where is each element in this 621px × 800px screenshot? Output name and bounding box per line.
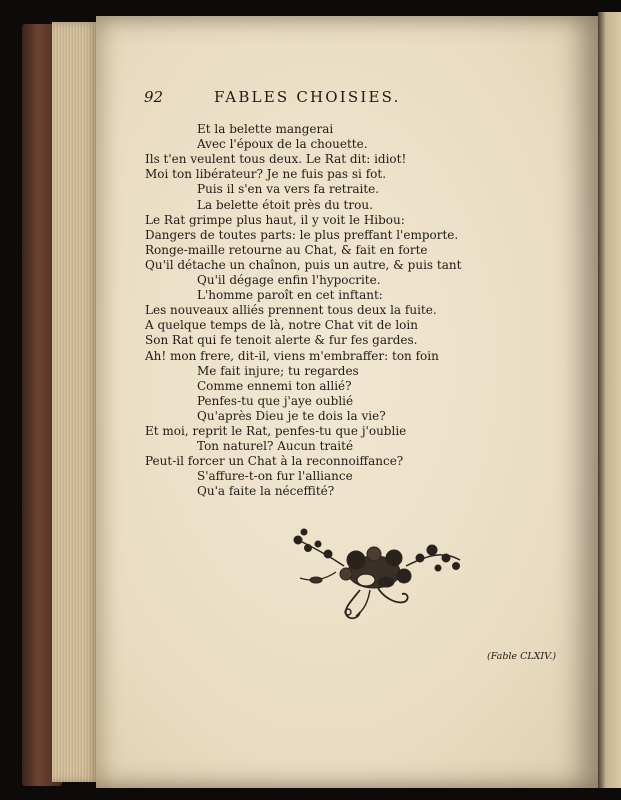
verse-line: Ton naturel? Aucun traité (197, 439, 354, 454)
verse-line: Me fait injure; tu regardes (197, 363, 359, 378)
verse-line: Son Rat qui fe tenoit alerte & fur fes gardes. (145, 333, 418, 348)
facing-page-edge (598, 12, 621, 788)
verse-line: Le Rat grimpe plus haut, il y voit le Hibou: (145, 212, 405, 227)
page-header (144, 88, 504, 112)
page-edges (52, 22, 98, 782)
verse-line: Ah! mon frere, dit-il, viens m'embraffer: ton foin (145, 348, 439, 363)
page-number: 92 (144, 88, 164, 106)
verse-line: Penfes-tu que j'aye oublié (197, 393, 354, 408)
verse-line: Dangers de toutes parts: le plus preffant l'emporte. (145, 227, 459, 242)
verse-line: L'homme paroît en cet inftant: (197, 288, 383, 303)
verse-line: S'affure-t-on fur l'alliance (197, 469, 353, 484)
verse-line: Qu'a faite la néceffité? (197, 484, 335, 499)
verse-line: Qu'il détache un chaînon, puis un autre, & puis tant (145, 257, 462, 272)
verse-line: Peut-il forcer un Chat à la reconnoiffance? (145, 454, 404, 469)
verse-line: Ronge-maille retourne au Chat, & fait en forte (145, 242, 428, 257)
verse-line: Les nouveaux alliés prennent tous deux la fuite. (145, 303, 437, 318)
verse-line: Moi ton libérateur? Je ne fuis pas si fot. (145, 167, 387, 182)
verse-line: Et la belette mangerai (197, 122, 334, 136)
catchword: (Fable CLXIV.) (487, 651, 557, 662)
verse-line: Comme ennemi ton allié? (197, 378, 352, 393)
verse-line: Ils t'en veulent tous deux. Le Rat dit: idiot! (145, 152, 407, 167)
verse-line: La belette étoit près du trou. (197, 197, 373, 212)
verse-line: Avec l'époux de la chouette. (197, 137, 368, 152)
verse-line: Qu'après Dieu je te dois la vie? (197, 408, 386, 423)
verse-line: Et moi, reprit le Rat, penfes-tu que j'oublie (145, 424, 407, 438)
verse-line: Puis il s'en va vers fa retraite. (197, 182, 380, 197)
running-title: FABLES CHOISIES. (214, 88, 401, 106)
verse-line: Qu'il dégage enfin l'hypocrite. (197, 273, 381, 287)
verse-line: A quelque temps de là, notre Chat vit de loin (145, 318, 418, 333)
floral-tailpiece-icon (286, 524, 466, 624)
